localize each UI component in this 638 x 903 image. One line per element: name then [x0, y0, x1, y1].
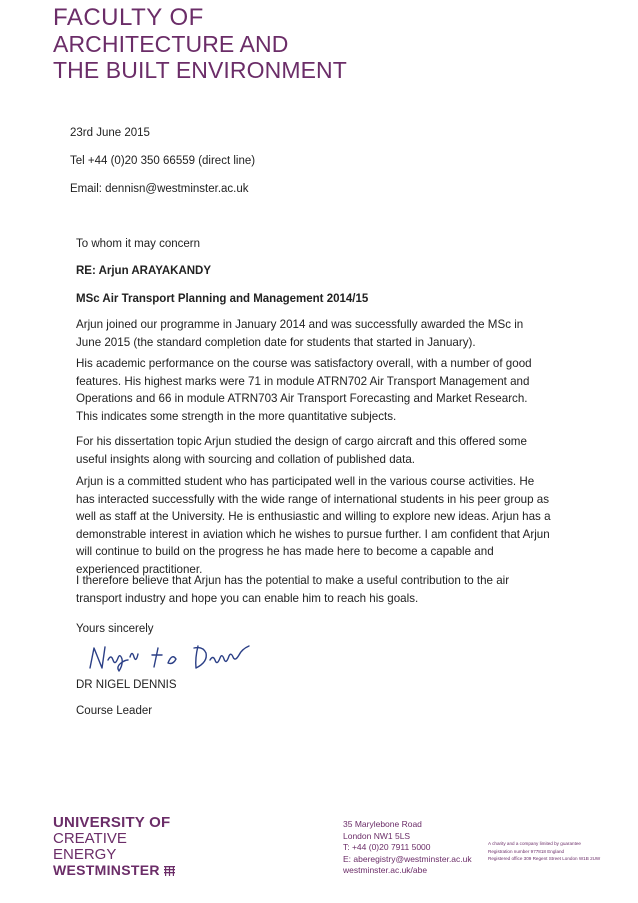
paragraph-3: For his dissertation topic Arjun studied the design of cargo aircraft and this offered some useful insights along with sourcing and collation of published data. — [76, 435, 527, 466]
paragraph-4: Arjun is a committed student who has participated well in the various course activities. He has interacted successfully with the wide range of international students in his peer group as well as staff at the University. He is enthusiastic and willing to explore new ideas. Arjun has a demonstrable interest in aviation which he wishes to pursue further. I am confident that Arjun will continue to build on the progress he has made here to become a capable and experienced practitioner. — [76, 475, 551, 576]
logo-line-2: CREATIVE — [53, 830, 127, 847]
university-logo — [53, 815, 175, 877]
paragraph-2: His academic performance on the course was satisfactory overall, with a number of good features. His highest marks were 71 in module ATRN702 Air Transport Management and Operations and 66 in module ATRN703 Air Transport Forecasting and Market Research. This indicates some strength in the more quantitative subjects. — [76, 357, 532, 423]
legal-line: Registered office 309 Regent Street London W1B 2UW — [488, 856, 601, 861]
address-website: westminster.ac.uk/abe — [343, 865, 428, 875]
faculty-line-1: FACULTY OF — [53, 4, 204, 31]
programme-line: MSc Air Transport Planning and Management 2014/15 — [76, 293, 369, 305]
address-line: London NW1 5LS — [343, 830, 411, 841]
salutation: To whom it may concern — [76, 238, 200, 250]
letter-date: 23rd June 2015 — [70, 127, 150, 139]
legal-line: Registration number 977818 England — [488, 848, 565, 854]
faculty-line-2: ARCHITECTURE AND — [53, 31, 289, 57]
address-line: 35 Marylebone Road — [343, 819, 422, 829]
contact-tel: Tel +44 (0)20 350 66559 (direct line) — [70, 155, 256, 167]
legal-line: A charity and a company limited by guarantee — [488, 841, 581, 846]
footer-legal — [488, 840, 600, 863]
closing: Yours sincerely — [76, 623, 154, 635]
address-phone: T: +44 (0)20 7911 5000 — [343, 842, 431, 852]
logo-line-1: UNIVERSITY OF — [53, 814, 171, 831]
footer-address — [343, 819, 472, 877]
contact-email: Email: dennisn@westminster.ac.uk — [70, 183, 249, 195]
logo-wordmark: WESTMINSTER — [53, 862, 160, 878]
logo-line-3: ENERGY — [53, 846, 117, 863]
faculty-line-3: THE BUILT ENVIRONMENT — [53, 57, 347, 83]
re-line: RE: Arjun ARAYAKANDY — [76, 265, 212, 277]
address-email: E: aberegistry@westminster.ac.uk — [343, 853, 472, 864]
signer-name: DR NIGEL DENNIS — [76, 679, 177, 691]
faculty-header — [53, 6, 347, 82]
paragraph-5: I therefore believe that Arjun has the potential to make a useful contribution to the air transport industry and hope you can enable him to reach his goals. — [76, 574, 510, 605]
portcullis-icon — [164, 866, 175, 876]
signer-title: Course Leader — [76, 705, 153, 717]
paragraph-1: Arjun joined our programme in January 2014 and was successfully awarded the MSc in June 2015 (the standard completion date for students that started in January). — [76, 318, 524, 349]
logo-line-4 — [53, 863, 175, 877]
